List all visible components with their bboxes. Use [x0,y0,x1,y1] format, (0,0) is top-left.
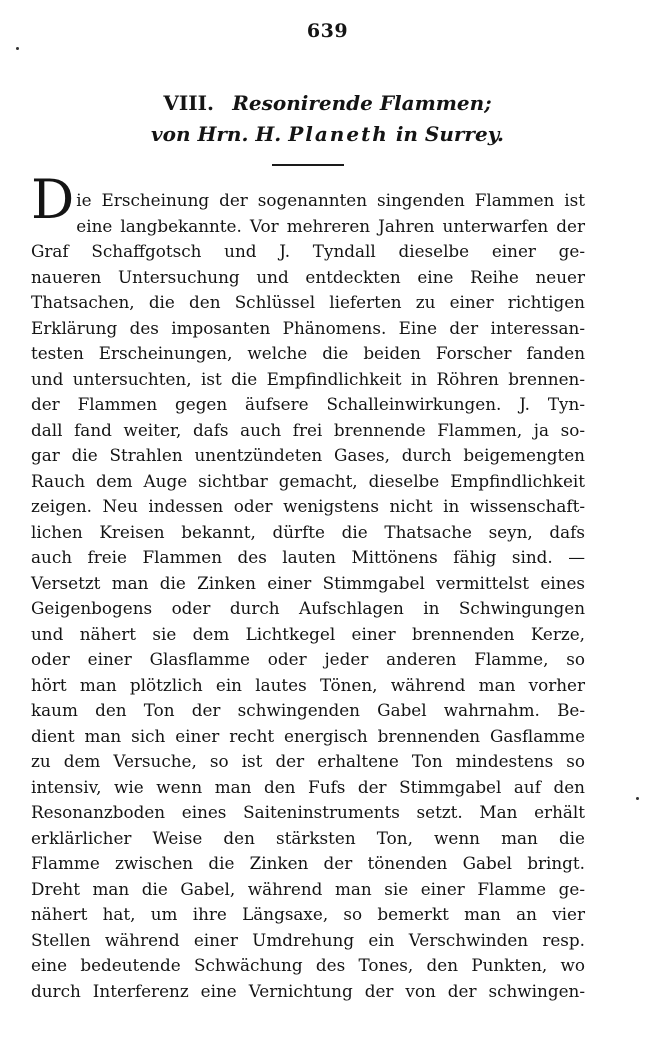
drop-cap: D [31,168,75,231]
byline [0,119,655,150]
section-number: VIII. [163,91,214,115]
body-line: Rauch dem Auge sichtbar gemacht, dieselbe Empfindlichkeit [31,470,585,491]
title-divider [272,164,344,166]
body-line: durch Interferenz eine Vernichtung der von der schwingen- [31,980,585,1001]
body-line: der Flammen gegen äufsere Schalleinwirkungen. J. Tyn- [31,394,585,414]
body-line: testen Erscheinungen, welche die beiden Forscher fanden [31,343,585,363]
body-line: Geigenbogens oder durch Aufschlagen in Schwingungen [31,598,585,618]
body-line: eine bedeutende Schwächung des Tones, den Punkten, wo [31,955,585,975]
author-initial: H. [255,122,282,146]
body-line: erklärlicher Weise den stärksten Ton, wenn man die [31,827,585,848]
body-line: zu dem Versuche, so ist der erhaltene Ton mindestens so [31,751,585,771]
body-line: und nähert sie dem Lichtkegel einer brennenden Kerze, [31,623,585,644]
body-line: Versetzt man die Zinken einer Stimmgabel vermittelst eines [31,572,585,593]
body-line: dient man sich einer recht energisch brennenden Gasflamme [31,725,585,746]
byline-prefix: von Hrn. [151,122,249,146]
article-title: Resonirende Flammen; [232,91,492,115]
article-body [31,168,585,1004]
body-line: naueren Untersuchung und entdeckten eine Reihe neuer [31,266,585,287]
body-line: gar die Strahlen unentzündeten Gases, durch beigemengten [31,445,585,465]
page-number: 639 [306,20,349,42]
body-line: auch freie Flammen des lauten Mittönens fähig sind. — [31,547,585,567]
body-line: Graf Schaffgotsch und J. Tyndall dieselbe einer ge- [31,241,585,261]
body-line: Erklärung des imposanten Phänomens. Eine der interessan- [31,317,585,338]
article-heading [0,88,655,150]
body-line: ie Erscheinung der sogenannten singenden Flammen ist [76,190,585,210]
body-line: Stellen während einer Umdrehung ein Verschwinden resp. [31,929,585,950]
body-line: Flamme zwischen die Zinken der tönenden Gabel bringt. [31,853,585,873]
body-line: Thatsachen, die den Schlüssel lieferten zu einer richtigen [31,292,585,312]
body-line: nähert hat, um ihre Längsaxe, so bemerkt man an vier [31,904,585,924]
body-line: intensiv, wie wenn man den Fufs der Stimmgabel auf den [31,776,585,797]
body-line: Dreht man die Gabel, während man sie einer Flamme ge- [31,878,585,899]
body-line: oder einer Glasflamme oder jeder anderen Flamme, so [31,649,585,669]
author-name: Planeth [288,122,389,146]
body-line: kaum den Ton der schwingenden Gabel wahrnahm. Be- [31,700,585,720]
body-line: eine langbekannte. Vor mehreren Jahren unterwarfen der [76,215,585,236]
byline-suffix: in Surrey. [395,122,504,146]
body-line: hört man plötzlich ein lautes Tönen, während man vorher [31,674,585,695]
body-line: Resonanzboden eines Saiteninstruments setzt. Man erhält [31,802,585,822]
body-line: zeigen. Neu indessen oder wenigstens nicht in wissenschaft- [31,496,585,516]
margin-speck [16,47,19,50]
title-line [0,88,655,119]
body-line: dall fand weiter, dafs auch frei brennende Flammen, ja so- [31,419,585,440]
body-line: lichen Kreisen bekannt, dürfte die Thatsache seyn, dafs [31,521,585,542]
margin-speck [636,797,639,800]
body-line: und untersuchten, ist die Empfindlichkeit in Röhren brennen- [31,368,585,389]
